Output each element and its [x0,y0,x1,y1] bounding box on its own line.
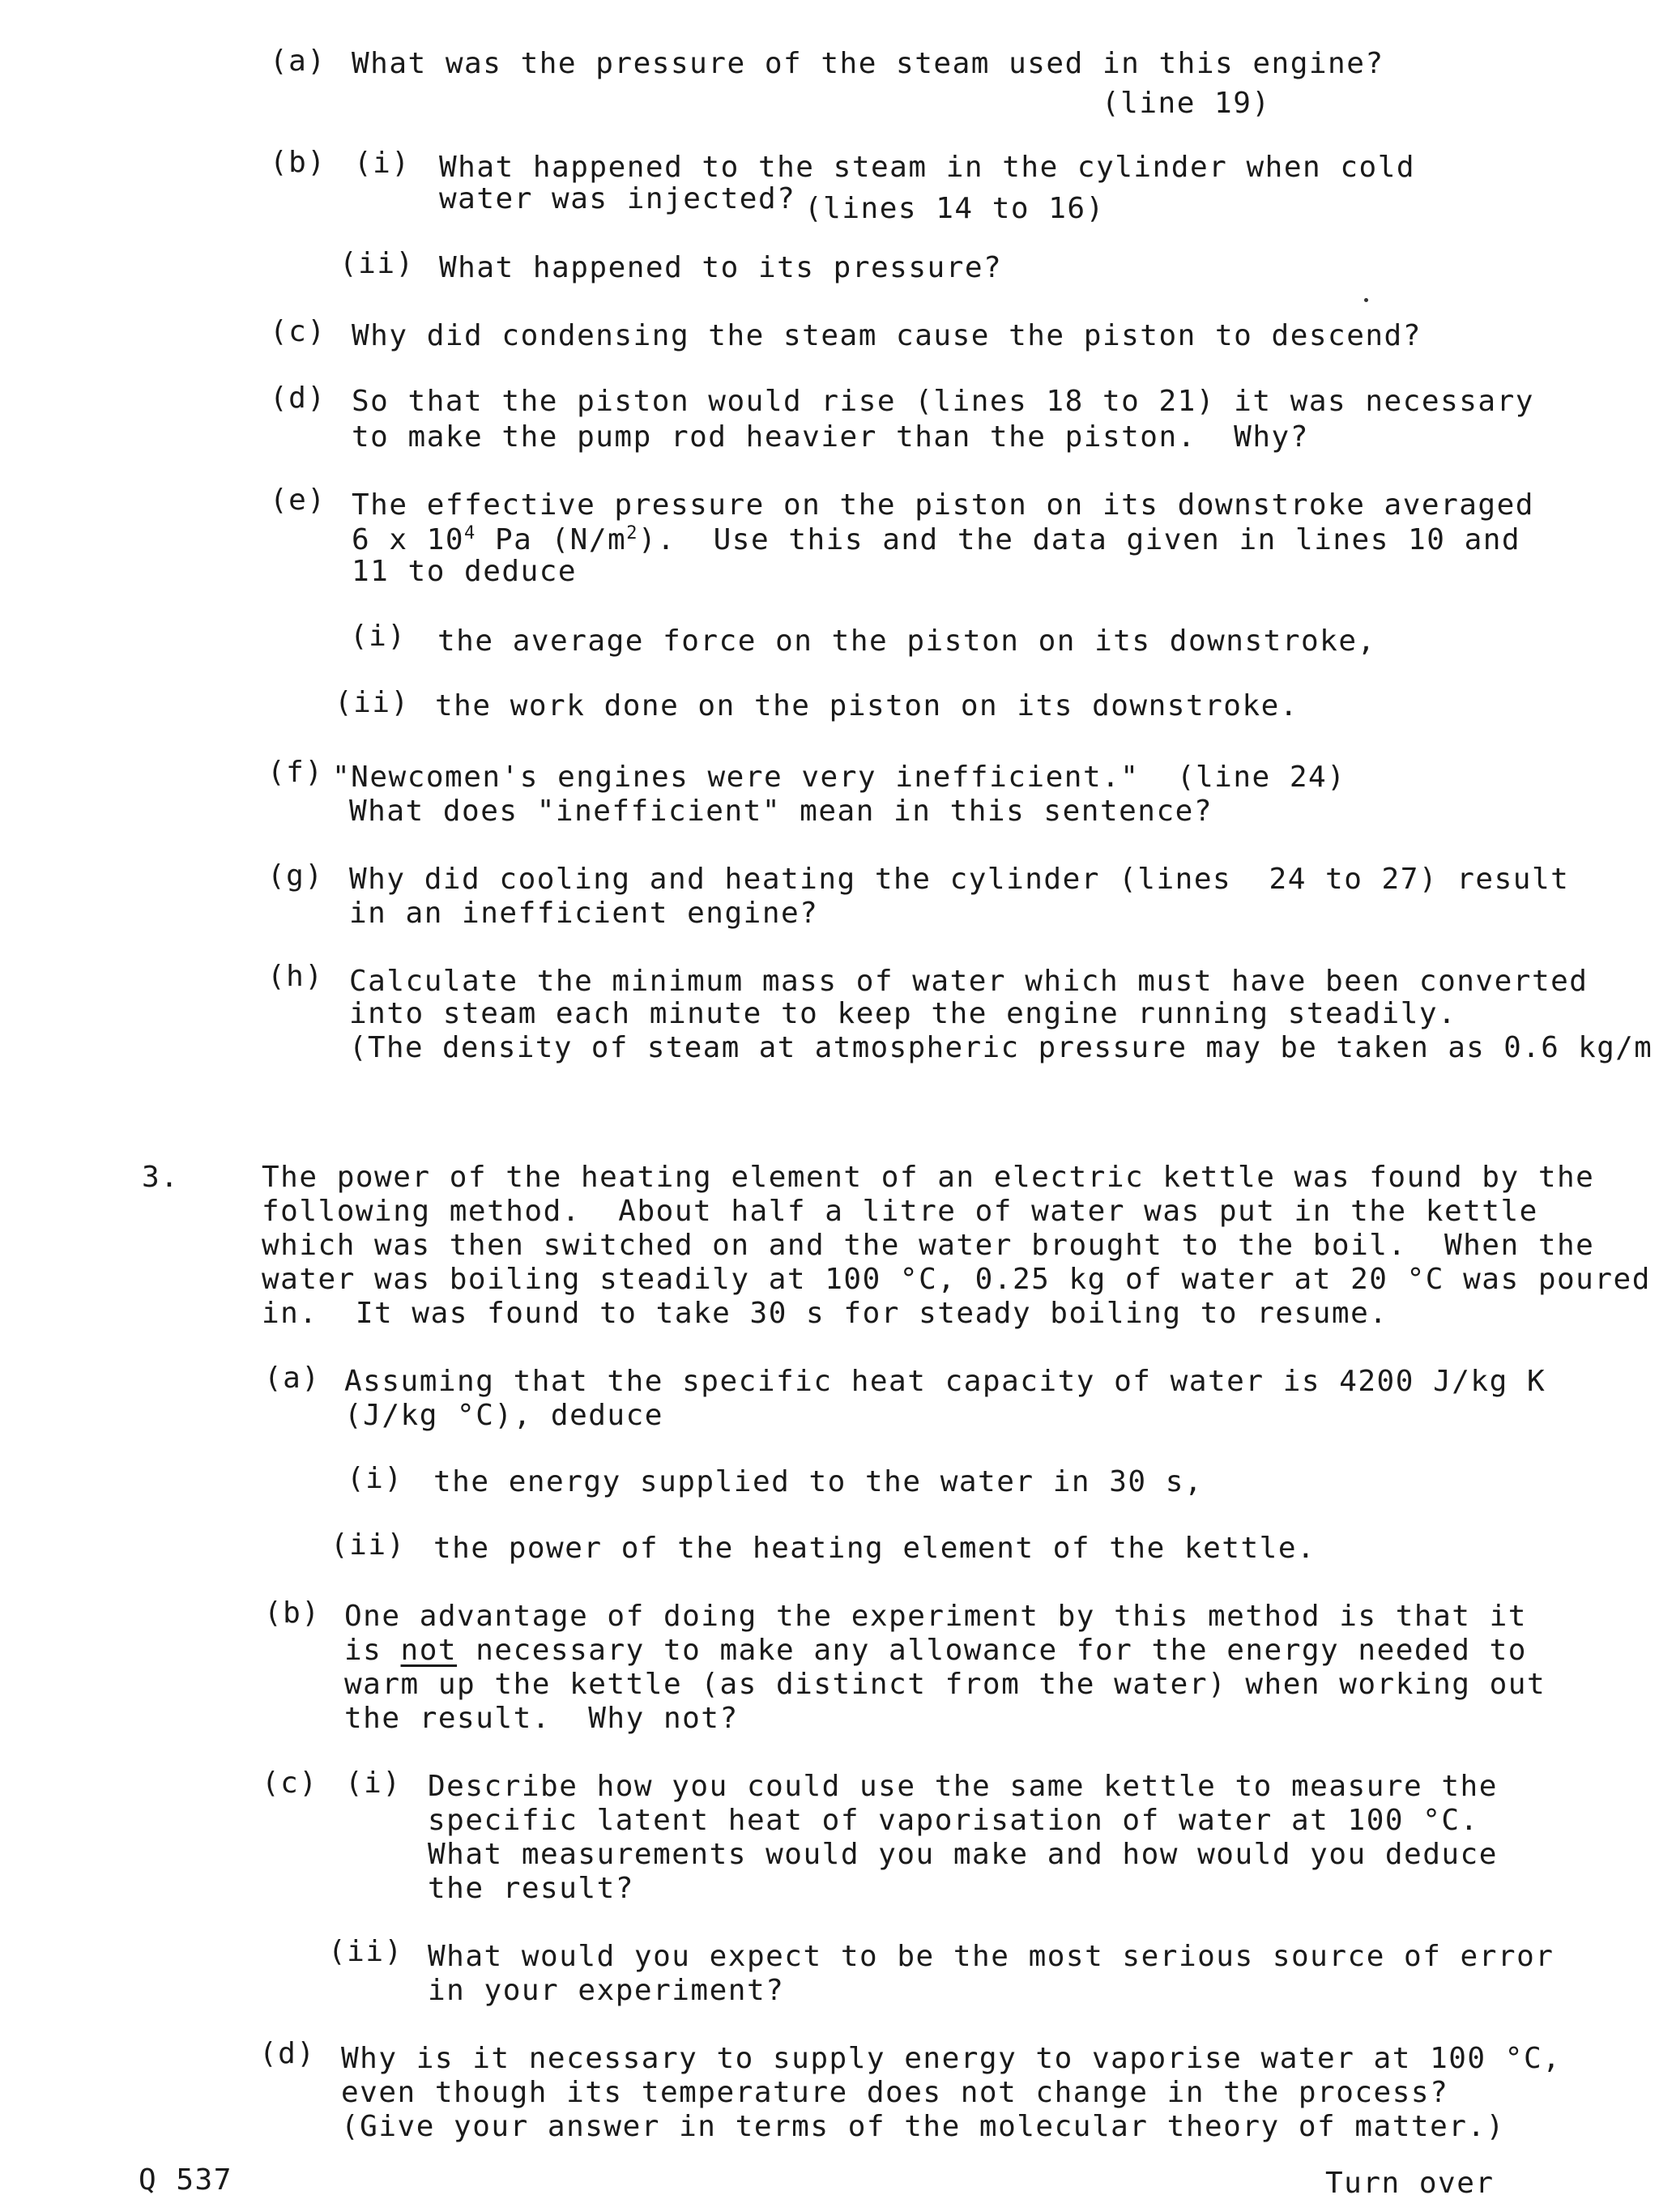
q3-b-label: (b) [264,1596,321,1630]
q2-e-i-label: (i) [350,620,407,653]
q2-e-line2-exponent-2: 2 [626,523,638,543]
q2-b-i-line1: What happened to the steam in the cylinder when cold [439,151,1416,184]
q2-h-label: (h) [267,960,324,993]
q2-e-line3: 11 to deduce [352,555,578,588]
q3-c-ii-line2: in your experiment? [428,1974,785,2007]
q3-a-ii-label: (ii) [331,1528,406,1562]
q2-b-i-label: (i) [354,147,411,180]
q3-b-line4: the result. Why not? [344,1702,739,1735]
q3-c-label: (c) [262,1767,318,1800]
q3-b-line2-pre: is [344,1634,401,1667]
q3-c-i-label: (i) [345,1767,402,1800]
q3-a-line1: Assuming that the specific heat capacity of water is 4200 J/kg K [344,1365,1546,1398]
q2-b-i-line2: water was injected? [439,182,796,215]
q3-intro-line4: water was boiling steadily at 100 °C, 0.25 kg of water at 20 °C was poured [262,1263,1651,1296]
q3-a-line2: (J/kg °C), deduce [344,1399,663,1432]
q2-h-line3: (The density of steam at atmospheric pressure may be taken as 0.6 kg/m [349,1031,1653,1064]
q2-f-line1: "Newcomen's engines were very inefficient." (line 24) [332,761,1346,794]
q2-e-ii-label: (ii) [335,686,410,719]
q2-e-ii-text: the work done on the piston on its downstroke. [435,689,1299,722]
q2-d-line2: to make the pump rod heavier than the piston. Why? [352,420,1309,454]
q2-a-text: What was the pressure of the steam used in this engine? [352,47,1384,80]
q3-d-label: (d) [259,2037,316,2070]
q3-intro-line1: The power of the heating element of an electric kettle was found by the [262,1161,1595,1194]
q2-h-line1: Calculate the minimum mass of water which must have been converted [349,965,1589,998]
q2-e-label: (e) [270,484,326,517]
q2-c-label: (c) [270,315,326,348]
q3-a-ii-text: the power of the heating element of the kettle. [433,1532,1316,1565]
q2-b-i-ref: (lines 14 to 16) [804,192,1105,225]
q2-d-label: (d) [270,381,326,415]
q2-a-ref: (line 19) [1102,87,1271,120]
q3-c-i-line2: specific latent heat of vaporisation of water at 100 °C. [428,1804,1479,1837]
q3-a-i-label: (i) [347,1462,403,1495]
q3-intro-line3: which was then switched on and the water brought to the boil. When the [262,1229,1595,1262]
q2-e-line1: The effective pressure on the piston on its downstroke averaged [352,488,1534,522]
q3-c-ii-line1: What would you expect to be the most serious source of error [428,1940,1555,1973]
q2-h-line2: into steam each minute to keep the engine running steadily. [349,997,1457,1030]
q3-c-ii-label: (ii) [328,1935,403,1968]
q3-number: 3. [142,1161,180,1194]
q3-intro-line5: in. It was found to take 30 s for steady boiling to resume. [262,1297,1388,1330]
q2-d-line1: So that the piston would rise (lines 18 to 21) it was necessary [352,385,1534,418]
q3-c-i-line3: What measurements would you make and how would you deduce [428,1838,1498,1871]
q3-b-line1: One advantage of doing the experiment by this method is that it [344,1600,1527,1633]
q2-e-line2-mid: Pa (N/m [476,523,627,556]
q2-a-label: (a) [270,45,326,78]
q2-g-line1: Why did cooling and heating the cylinder (lines 24 to 27) result [349,863,1570,896]
ink-speck [1364,298,1368,302]
q2-b-ii-text: What happened to its pressure? [439,251,1003,284]
q3-c-i-line1: Describe how you could use the same kettle to measure the [428,1770,1498,1803]
q3-intro-line2: following method. About half a litre of water was put in the kettle [262,1195,1538,1228]
q2-f-line2: What does "inefficient" mean in this sentence? [349,795,1213,828]
q2-g-line2: in an inefficient engine? [349,897,819,930]
q2-e-i-text: the average force on the piston on its downstroke, [437,624,1376,658]
q3-b-line3: warm up the kettle (as distinct from the water) when working out [344,1668,1546,1701]
q2-g-label: (g) [267,859,324,893]
q3-a-label: (a) [264,1362,321,1395]
q2-b-ii-label: (ii) [339,247,415,280]
q3-c-i-line4: the result? [428,1872,634,1905]
q2-e-line2 [352,525,1520,555]
q3-a-i-text: the energy supplied to the water in 30 s, [433,1465,1204,1498]
q3-d-line2: even though its temperature does not change in the process? [341,2076,1449,2109]
q3-b-line2-post: necessary to make any allowance for the energy needed to [457,1634,1527,1667]
q3-d-line1: Why is it necessary to supply energy to vaporise water at 100 °C, [341,2042,1562,2075]
q2-c-text: Why did condensing the steam cause the piston to descend? [352,319,1422,352]
q3-b-line2 [344,1636,1527,1665]
q2-e-line2-pre: 6 x 10 [352,523,465,556]
q3-b-line2-not: not [400,1634,458,1667]
q2-b-label: (b) [270,146,326,179]
q3-d-line3: (Give your answer in terms of the molecular theory of matter.) [341,2110,1505,2143]
footer-paper-code: Q 537 [139,2163,232,2197]
footer-turn-over: Turn over [1325,2167,1495,2200]
q2-f-label: (f) [267,756,324,789]
q2-e-line2-exponent: 4 [464,523,476,543]
q2-e-line2-post: ). Use this and the data given in lines 10 and [638,523,1521,556]
